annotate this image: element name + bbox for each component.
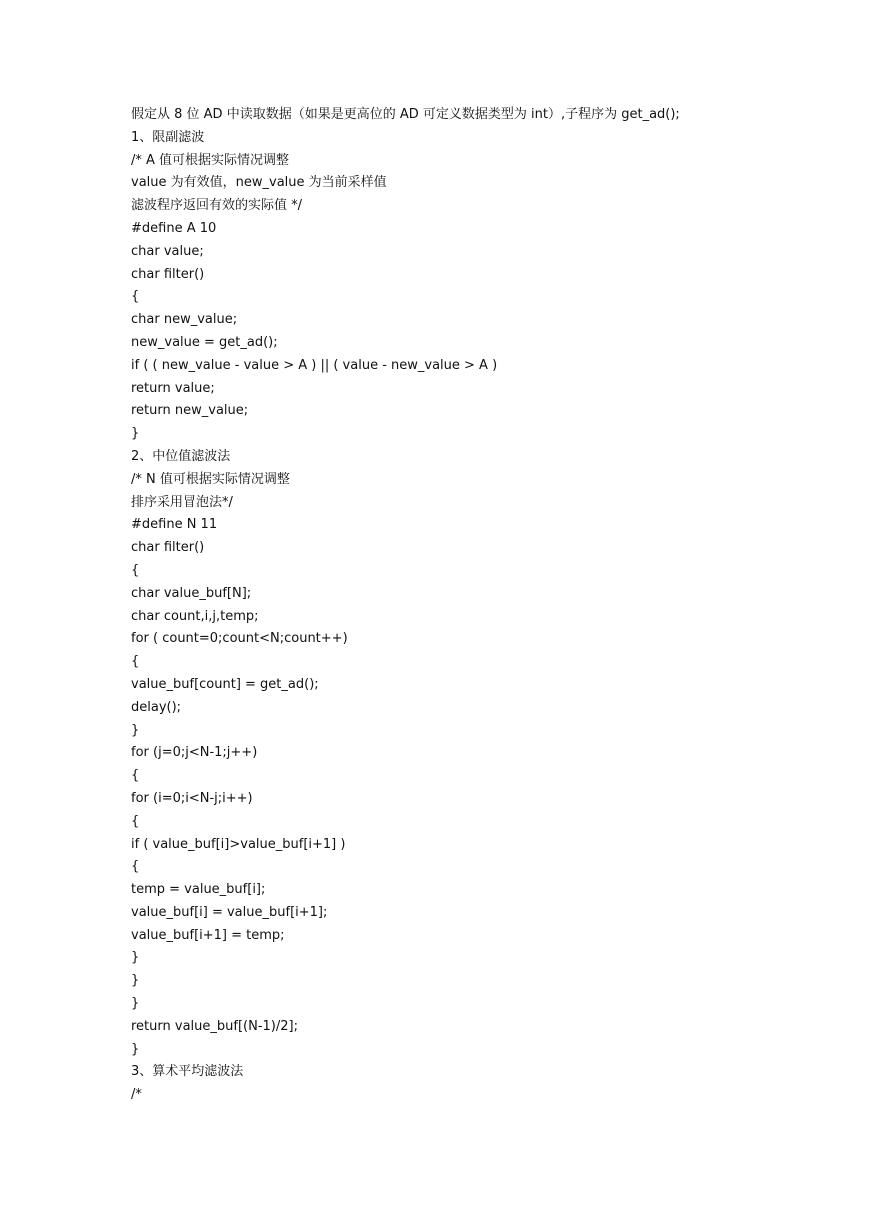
code-line: { — [131, 654, 140, 670]
intro-line: 假定从 8 位 AD 中读取数据（如果是更高位的 AD 可定义数据类型为 int）,子程序为 get_ad(); — [131, 107, 680, 122]
code-line: } — [131, 973, 140, 989]
code-line: 滤波程序返回有效的实际值 */ — [131, 198, 303, 214]
code-line: char filter() — [131, 266, 205, 282]
code-line: } — [131, 1041, 140, 1057]
code-line: value_buf[i] = value_buf[i+1]; — [131, 904, 328, 920]
code-line: return value_buf[(N-1)/2]; — [131, 1018, 298, 1034]
code-line: return new_value; — [131, 403, 249, 419]
code-line: for (i=0;i<N-j;i++) — [131, 790, 253, 806]
code-line: if ( ( new_value - value > A ) || ( value - new_value > A ) — [131, 357, 498, 373]
code-line: { — [131, 768, 140, 784]
code-line: /* — [131, 1087, 142, 1103]
section-heading-3: 3、算术平均滤波法 — [131, 1064, 244, 1080]
code-line: char new_value; — [131, 312, 238, 328]
code-line: /* N 值可根据实际情况调整 — [131, 471, 290, 487]
code-line: for (j=0;j<N-1;j++) — [131, 745, 258, 761]
code-line: delay(); — [131, 699, 182, 715]
code-line: /* A 值可根据实际情况调整 — [131, 152, 290, 168]
code-line: temp = value_buf[i]; — [131, 882, 266, 898]
code-line: value_buf[i+1] = temp; — [131, 927, 285, 943]
section-heading-1: 1、限副滤波 — [131, 129, 205, 145]
document-body — [131, 104, 831, 1107]
code-line: { — [131, 813, 140, 829]
code-line: { — [131, 289, 140, 305]
section-heading-2: 2、中位值滤波法 — [131, 448, 231, 464]
code-line: } — [131, 426, 140, 442]
code-line: } — [131, 950, 140, 966]
code-line: { — [131, 562, 140, 578]
code-line: char value_buf[N]; — [131, 585, 252, 601]
code-line: 排序采用冒泡法*/ — [131, 494, 233, 510]
code-line: #define N 11 — [131, 517, 218, 533]
code-line: { — [131, 859, 140, 875]
code-line: value 为有效值，new_value 为当前采样值 — [131, 175, 387, 191]
code-line: value_buf[count] = get_ad(); — [131, 676, 319, 692]
code-line: if ( value_buf[i]>value_buf[i+1] ) — [131, 836, 346, 852]
code-line: char value; — [131, 243, 204, 259]
code-line: } — [131, 722, 140, 738]
code-line: new_value = get_ad(); — [131, 334, 278, 350]
code-line: char filter() — [131, 540, 205, 556]
code-line: #define A 10 — [131, 220, 217, 236]
code-line: } — [131, 996, 140, 1012]
code-line: char count,i,j,temp; — [131, 608, 259, 624]
code-line: for ( count=0;count<N;count++) — [131, 631, 348, 647]
code-line: return value; — [131, 380, 215, 396]
